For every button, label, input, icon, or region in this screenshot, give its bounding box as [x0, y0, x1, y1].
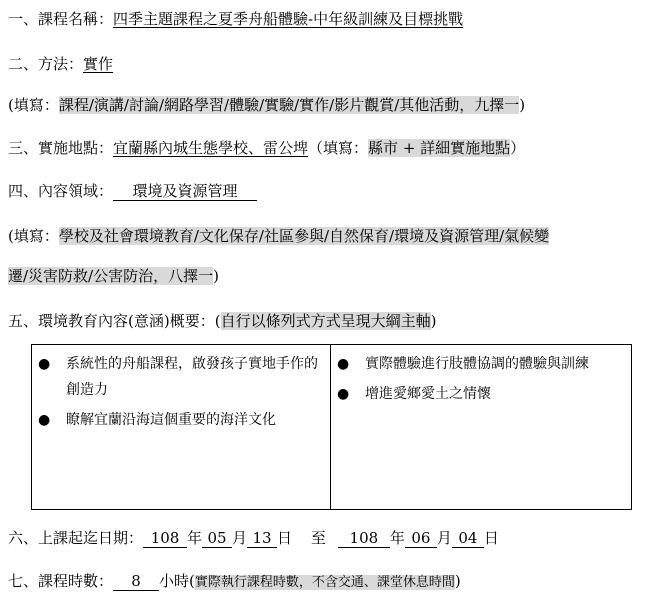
- hours-note: 實際執行課程時數，不含交通、課堂休息時間: [194, 575, 455, 590]
- outline-text: 系統性的舟船課程，啟發孩子實地手作的創造力: [66, 356, 318, 398]
- summary-hint-close: ): [430, 312, 437, 330]
- outline-text: 實際體驗進行肢體協調的體驗與訓練: [365, 356, 589, 372]
- summary-hint: 自行以條列式方式呈現大綱主軸: [220, 312, 431, 330]
- method-label: 二、方法：: [8, 55, 84, 73]
- fill-open: (填寫：: [8, 227, 59, 245]
- location-label: 三、實施地點：: [8, 139, 114, 157]
- fill-open: (填寫：: [8, 96, 59, 114]
- domain-fill-hint-line2: [8, 266, 219, 286]
- month-unit: 月: [232, 529, 248, 547]
- bullet-icon: ●: [38, 412, 51, 428]
- course-name-label: 一、課程名稱：: [8, 10, 114, 28]
- outline-box: [31, 344, 632, 510]
- end-year: 108: [338, 529, 390, 548]
- start-year: 108: [143, 529, 187, 548]
- course-name-value: 四季主題課程之夏季舟船體驗-中年級訓練及目標挑戰: [113, 10, 464, 28]
- method-value: 實作: [83, 55, 114, 73]
- end-day: 04: [452, 529, 484, 548]
- start-day: 13: [247, 529, 277, 548]
- domain-label: 四、內容領域：: [8, 182, 114, 200]
- outline-text: 增進愛鄉愛土之情懷: [365, 386, 491, 402]
- day-unit: 日: [483, 529, 499, 547]
- end-month: 06: [405, 529, 437, 548]
- method-row: [8, 54, 113, 74]
- content-summary-row: [8, 311, 436, 331]
- outline-left-column: [32, 345, 331, 509]
- location-hint-close: ）: [510, 139, 526, 157]
- bullet-icon: ●: [337, 356, 350, 372]
- list-item: [337, 381, 627, 407]
- to-label: 至: [310, 529, 326, 547]
- date-range-row: [8, 528, 499, 548]
- domain-options-line2: 遷/災害防救/公害防治，八擇一: [8, 267, 214, 285]
- method-fill-hint: [8, 95, 525, 115]
- domain-fill-hint-line1: [8, 226, 549, 246]
- bullet-icon: ●: [337, 386, 350, 402]
- hours-note-open: (: [189, 572, 195, 590]
- fill-close: ): [519, 96, 526, 114]
- outline-text: 瞭解宜蘭沿海這個重要的海洋文化: [66, 412, 276, 428]
- bullet-icon: ●: [38, 356, 51, 372]
- month-unit: 月: [436, 529, 452, 547]
- day-unit: 日: [277, 529, 293, 547]
- hours-note-close: ): [454, 572, 461, 590]
- content-summary-label: 五、環境教育內容(意涵)概要：: [8, 312, 215, 330]
- location-row: [8, 138, 525, 158]
- start-month: 05: [202, 529, 232, 548]
- domain-row: [8, 181, 257, 201]
- fill-close: ): [213, 267, 219, 285]
- course-hours-row: [8, 571, 461, 593]
- hours-unit: 小時: [159, 572, 190, 590]
- course-name-row: [8, 9, 463, 29]
- hours-value: 8: [113, 572, 159, 591]
- list-item: [38, 407, 326, 433]
- domain-value: 環境及資源管理: [113, 182, 257, 201]
- list-item: [38, 351, 326, 403]
- location-hint-open: （填寫：: [308, 139, 369, 157]
- method-options: 課程/演講/討論/網路學習/體驗/實驗/實作/影片觀賞/其他活動，九擇一: [58, 96, 520, 114]
- summary-hint-open: (: [214, 312, 221, 330]
- year-unit: 年: [187, 529, 203, 547]
- year-unit: 年: [389, 529, 405, 547]
- list-item: [337, 351, 627, 377]
- domain-options-line1: 學校及社會環境教育/文化保存/社區參與/自然保育/環境及資源管理/氣候變: [58, 227, 550, 245]
- hours-label: 七、課程時數：: [8, 572, 114, 590]
- date-label: 六、上課起迄日期：: [8, 529, 144, 547]
- outline-right-column: [331, 345, 631, 509]
- location-value: 宜蘭縣內城生態學校、雷公埤: [113, 139, 309, 157]
- location-hint: 縣市 + 詳細實施地點: [368, 139, 511, 157]
